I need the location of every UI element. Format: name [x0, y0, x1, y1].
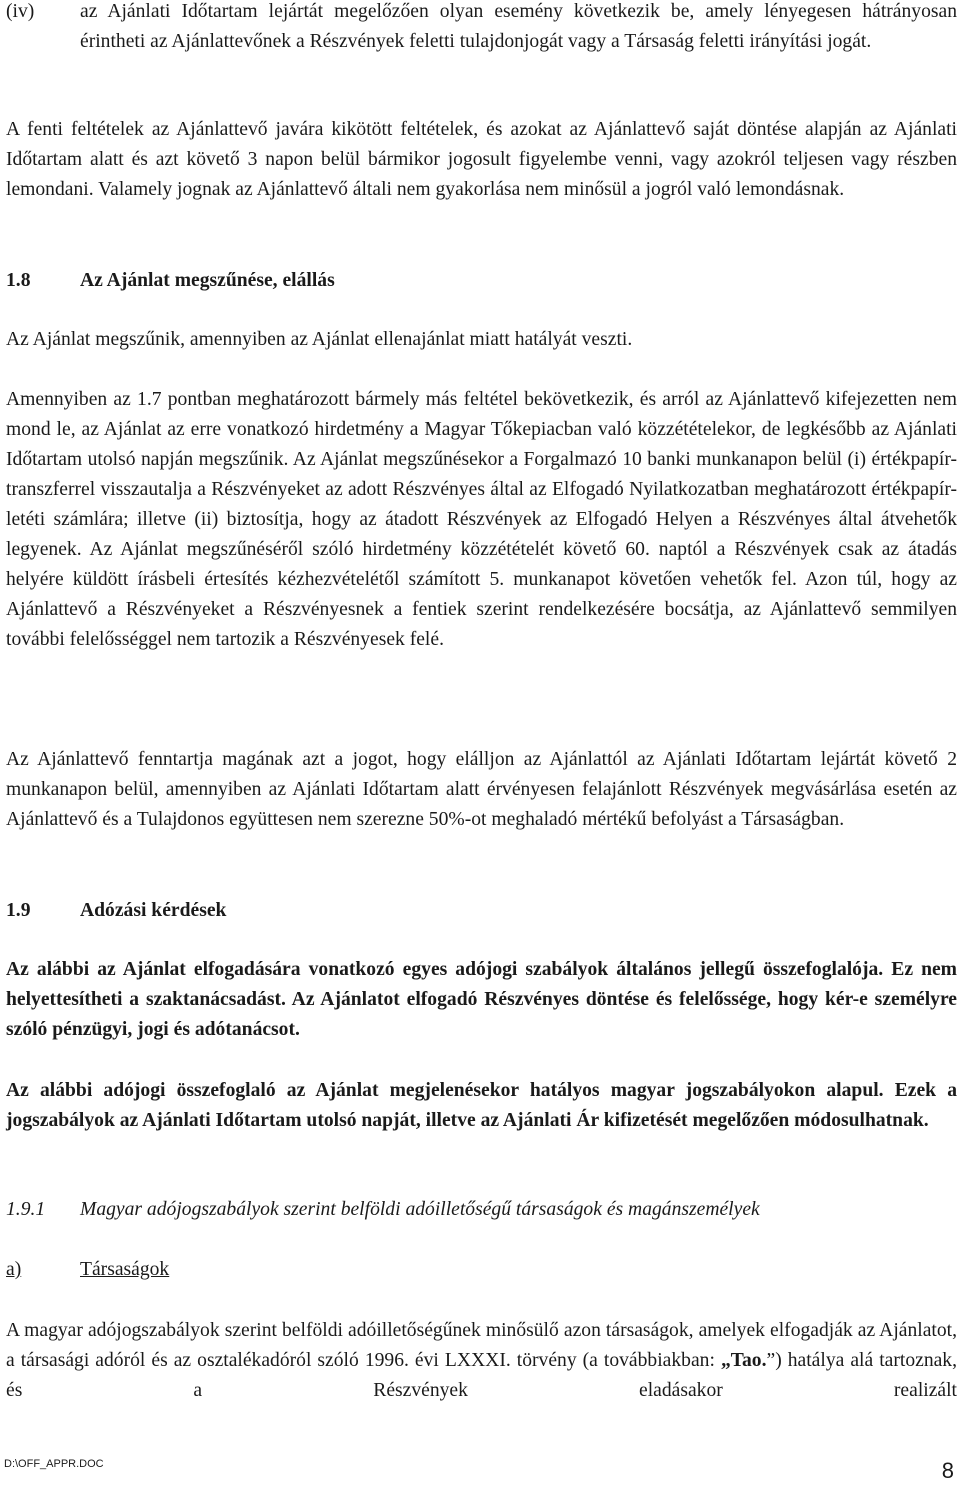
- paragraph-conditions-1-7: Amennyiben az 1.7 pontban meghatározott bármely más feltétel bekövetkezik, és arról az Ajánlattevő kifejezetten nem mond le, az Ajánlat az erre vonatkozó hirdetmény a Magyar Tőkepiacban való közzétételekor, de legkésőbb az Ajánlati Időtartam utolsó napján megszűnik. Az Ajánlat megszűnésekor a Forgalmazó 10 banki munkanapon belül (i) értékpapír-transzferrel visszautalja a Részvényeket az adott Részvényes által az Elfogadó Nyilatkozatban meghatározott értékpapír-letéti számlára; illetve (ii) biztosítja, hogy az átadott Részvények az Elfogadó Helyen a Részvényes által átvehetők legyenek. Az Ajánlat megszűnéséről szóló hirdetmény közzétételét követő 60. naptól a Részvények csak az átadás helyére küldött írásbeli értesítés kézhezvételétől számított 5. munkanapot követően vehetők fel. Azon túl, hogy az Ajánlattevő a Részvényeket a Részvényesnek a fentiek szerint rendelkezésére bocsátja, az Ajánlattevő semmilyen további felelősséggel nem tartozik a Részvényesek felé.: [6, 389, 957, 650]
- paragraph-tax-legal-basis: Az alábbi adójogi összefoglaló az Ajánlat megjelenésekor hatályos magyar jogszabályokon alapul. Ezek a jogszabályok az Ajánlati Időtartam utolsó napját, illetve az Ajánlati Ár kifizetését megelőzően módosulhatnak.: [6, 1080, 957, 1131]
- section-title: Adózási kérdések: [80, 900, 227, 921]
- paragraph-companies-text: A magyar adójogszabályok szerint belföldi adóilletőségűnek minősülő azon társaságok, amelyek elfogadják az Ajánlatot, a társasági adóról és az osztalékadóról szóló 1996. évi LXXXI. törvény (a továbbiakban:: [6, 1320, 957, 1371]
- paragraph-withdrawal: Az Ajánlattevő fenntartja magának azt a jogot, hogy elálljon az Ajánlattól az Ajánlati Időtartam lejártát követő 2 munkanapon belül, amennyiben az Ajánlati Időtartam alatt érvényesen felajánlott Részvények megvásárlása esetén az Ajánlattevő és a Tulajdonos együttesen nem szerezne 50%-ot meghaladó mértékű befolyást a Társaságban.: [6, 749, 957, 830]
- paragraph-companies: [6, 1316, 957, 1406]
- section-number: 1.8: [6, 270, 31, 291]
- list-item-label: (iv): [6, 1, 35, 22]
- subsection-label: a): [6, 1259, 22, 1280]
- paragraph-tax-disclaimer: Az alábbi az Ajánlat elfogadására vonatkozó egyes adójogi szabályok általános jellegű összefoglalója. Ez nem helyettesítheti a szaktanácsadást. Az Ajánlatot elfogadó Részvényes döntése és felelőssége, hogy kér-e személyre szóló pénzügyi, jogi és adótanácsot.: [6, 959, 957, 1040]
- page-number: 8: [941, 1458, 954, 1483]
- section-number: 1.9.1: [6, 1199, 46, 1220]
- list-item-iv: [0, 0, 960, 87]
- list-item-text: az Ajánlati Időtartam lejártát megelőzően olyan esemény következik be, amely lényegesen hátrányosan érintheti az Ajánlattevőnek a Részvények feletti tulajdonjogát vagy a Társaság feletti irányítási jogát.: [80, 1, 957, 52]
- subsection-title: Társaságok: [80, 1259, 170, 1280]
- paragraph-conditions: A fenti feltételek az Ajánlattevő javára kikötött feltételek, és azokat az Ajánlattevő saját döntése alapján az Ajánlati Időtartam alatt és azt követő 3 napon belül bármikor jogosult figyelembe venni, vagy azokról teljesen vagy részben lemondani. Valamely jognak az Ajánlattevő általi nem gyakorlása nem minősül a jogról való lemondásnak.: [6, 119, 957, 200]
- paragraph-companies-text-cont: ”) hatálya alá tartoznak, és a Részvények eladásakor realizált: [6, 1350, 958, 1401]
- defined-term: „Tao.: [720, 1350, 767, 1371]
- section-title: Az Ajánlat megszűnése, elállás: [80, 270, 335, 291]
- section-title: Magyar adójogszabályok szerint belföldi adóilletőségű társaságok és magánszemélyek: [80, 1199, 760, 1220]
- section-number: 1.9: [6, 900, 31, 921]
- paragraph-termination: Az Ajánlat megszűnik, amennyiben az Ajánlat ellenajánlat miatt hatályát veszti.: [6, 329, 633, 350]
- footer-file-path: D:\OFF_APPR.DOC: [4, 1458, 104, 1470]
